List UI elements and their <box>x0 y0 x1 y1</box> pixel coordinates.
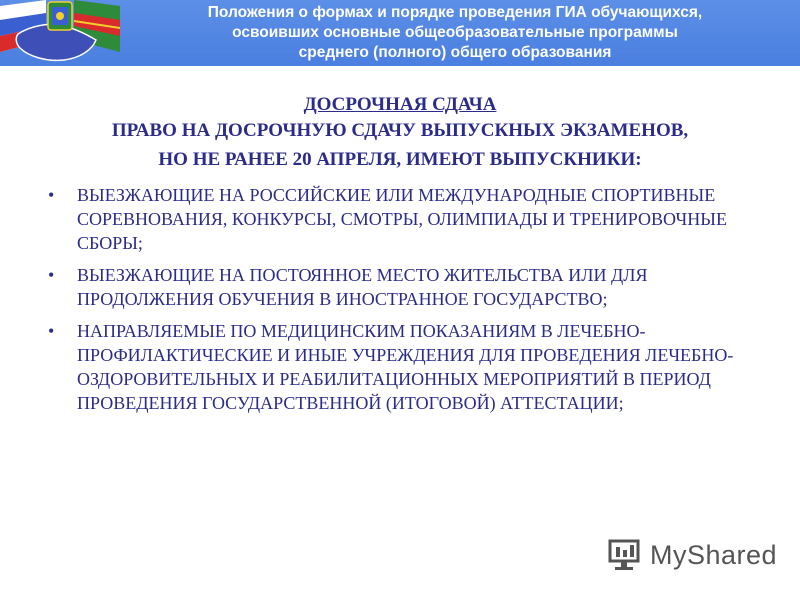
watermark-text: MyShared <box>650 540 778 570</box>
monitor-icon <box>606 538 646 574</box>
region-emblem-logo <box>0 0 120 66</box>
list-item-text: ВЫЕЗЖАЮЩИЕ НА ПОСТОЯННОЕ МЕСТО ЖИТЕЛЬСТВА ИЛИ ДЛЯ ПРОДОЛЖЕНИЯ ОБУЧЕНИЯ В ИНОСТРАННОЕ ГОСУДАРСТВО; <box>77 265 648 309</box>
list-item <box>0 183 800 255</box>
header-title-line: среднего (полного) общего образования <box>298 44 612 61</box>
header-title-line: освоивших основные общеобразовательные программы <box>232 24 678 41</box>
subheading-line: ПРАВО НА ДОСРОЧНУЮ СДАЧУ ВЫПУСКНЫХ ЭКЗАМЕНОВ, <box>111 120 689 141</box>
list-item <box>0 319 800 415</box>
header-title <box>110 3 800 63</box>
bullet-icon: • <box>48 265 55 285</box>
list-item-text: НАПРАВЛЯЕМЫЕ ПО МЕДИЦИНСКИМ ПОКАЗАНИЯМ В ЛЕЧЕБНО-ПРОФИЛАКТИЧЕСКИЕ И ИНЫЕ УЧРЕЖДЕНИЯ ДЛЯ ПРОВЕДЕНИЯ ЛЕЧЕБНО-ОЗДОРОВИТЕЛЬНЫХ И РЕАБИЛИТАЦИОННЫХ МЕРОПРИЯТИЙ В ПЕРИОД ПРОВЕДЕНИЯ ГОСУДАРСТВЕННОЙ (ИТОГОВОЙ) АТТЕСТАЦИИ; <box>77 321 734 413</box>
slide-content <box>0 92 800 423</box>
header-title-line: Положения о формах и порядке проведения ГИА обучающихся, <box>207 4 703 21</box>
bullet-list <box>0 183 800 415</box>
list-item-text: ВЫЕЗЖАЮЩИЕ НА РОССИЙСКИЕ ИЛИ МЕЖДУНАРОДНЫЕ СПОРТИВНЫЕ СОРЕВНОВАНИЯ, КОНКУРСЫ, СМОТРЫ, ОЛИМПИАДЫ И ТРЕНИРОВОЧНЫЕ СБОРЫ; <box>77 185 727 253</box>
myshared-watermark <box>606 538 778 574</box>
section-heading: ДОСРОЧНАЯ СДАЧА <box>303 94 497 115</box>
bullet-icon: • <box>48 321 55 341</box>
list-item <box>0 263 800 311</box>
header-banner <box>0 0 800 66</box>
subheading-line: НО НЕ РАНЕЕ 20 АПРЕЛЯ, ИМЕЮТ ВЫПУСКНИКИ: <box>158 149 642 170</box>
bullet-icon: • <box>48 185 55 205</box>
